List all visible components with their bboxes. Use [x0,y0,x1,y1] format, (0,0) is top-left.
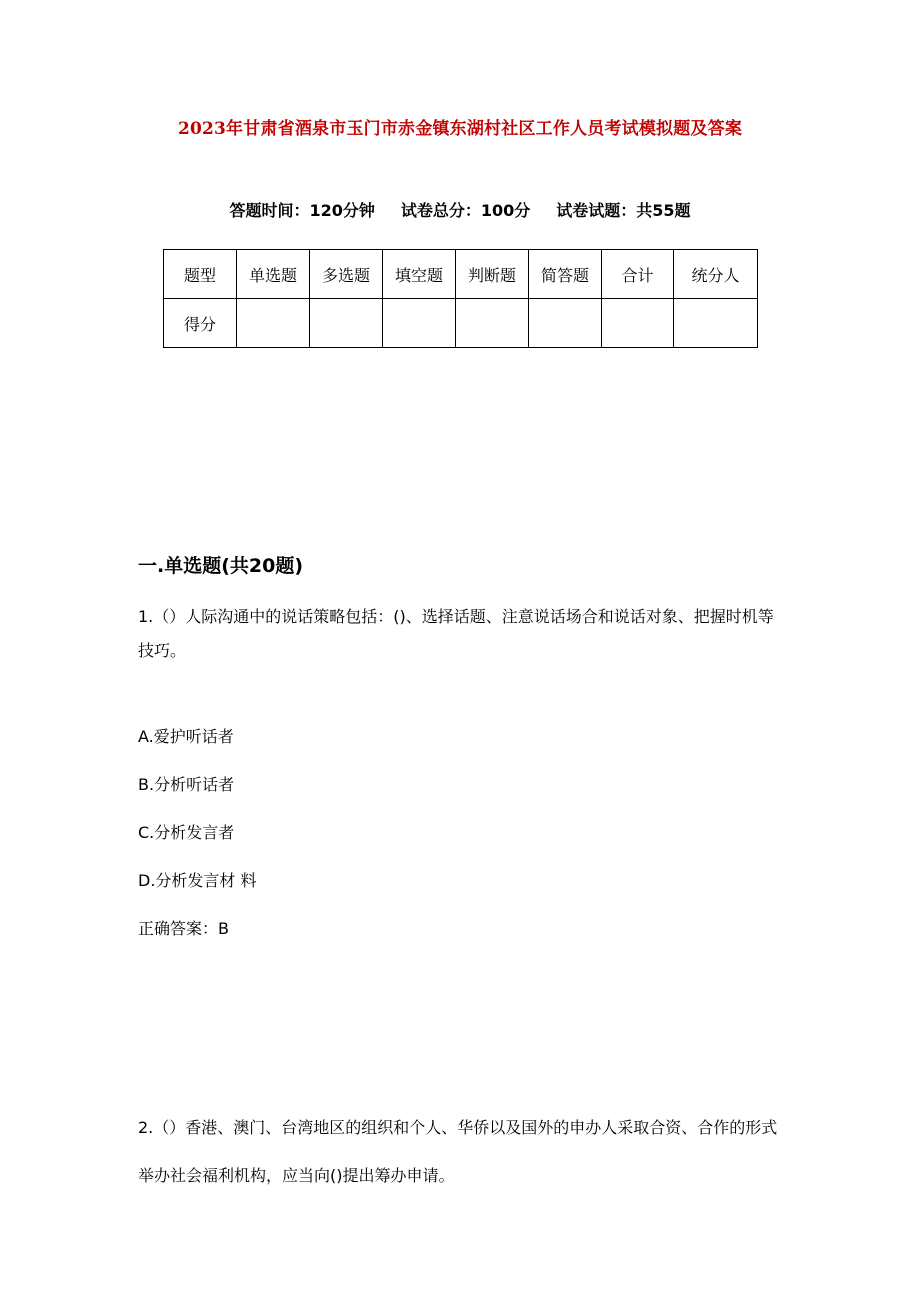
score-header-cell: 判断题 [456,250,529,299]
score-cell [237,299,310,348]
question-1-option-c: C.分析发言者 [138,823,235,842]
score-header-cell: 合计 [602,250,674,299]
score-header-cell: 题型 [164,250,237,299]
section-heading: 一.单选题(共20题) [138,555,304,577]
score-header-cell: 单选题 [237,250,310,299]
score-header-cell: 填空题 [383,250,456,299]
exam-total-score: 试卷总分：100分 [400,201,531,220]
document-title: 2023年甘肃省酒泉市玉门市赤金镇东湖村社区工作人员考试模拟题及答案 [177,119,743,139]
score-table-header-row [164,250,758,299]
question-1-answer: 正确答案：B [138,919,229,938]
score-table-score-row [164,299,758,348]
question-1-option-d: D.分析发言材 料 [138,871,257,890]
score-cell [602,299,674,348]
question-2-text: 2.（）香港、澳门、台湾地区的组织和个人、华侨以及国外的申办人采取合资、合作的形式举办社会福利机构，应当向()提出筹办申请。 [138,1118,778,1185]
score-cell [383,299,456,348]
score-cell [674,299,758,348]
score-row-label: 得分 [164,299,237,348]
score-cell [310,299,383,348]
exam-time: 答题时间：120分钟 [229,201,375,220]
score-header-cell: 简答题 [529,250,602,299]
score-cell [456,299,529,348]
score-cell [529,299,602,348]
question-1-text: 1.（）人际沟通中的说话策略包括：()、选择话题、注意说话场合和说话对象、把握时机等技巧。 [138,607,774,660]
exam-question-count: 试卷试题：共55题 [556,201,691,220]
score-header-cell: 多选题 [310,250,383,299]
score-header-cell: 统分人 [674,250,758,299]
question-1-option-a: A.爱护听话者 [138,727,234,746]
exam-meta [0,198,920,221]
score-table [163,249,758,348]
question-1-option-b: B.分析听话者 [138,775,235,794]
